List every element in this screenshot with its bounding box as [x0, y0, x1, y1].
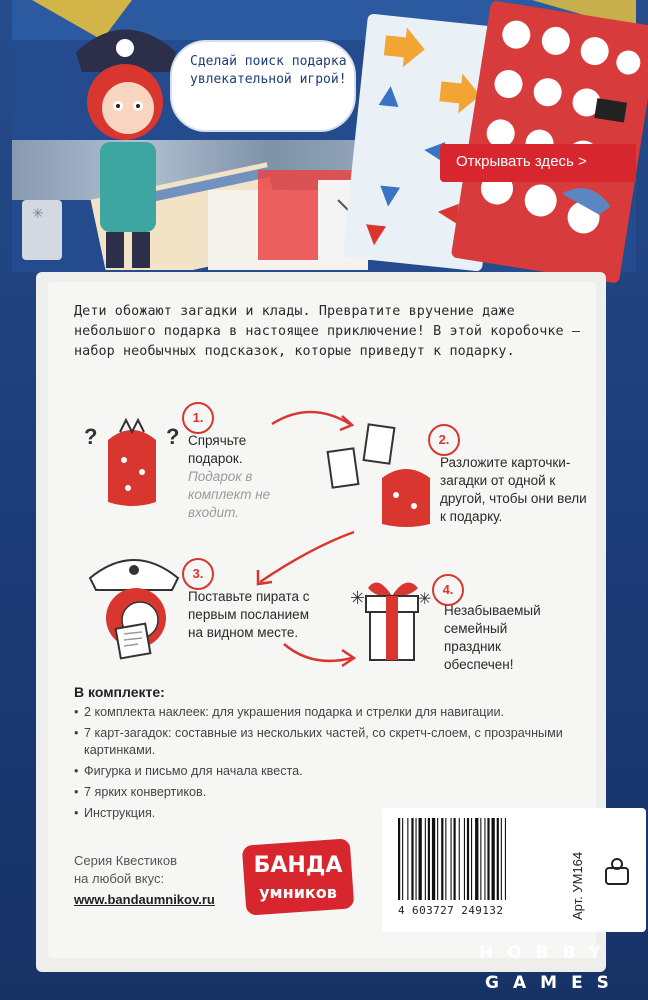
- step-2-text: Разложите карточки-загадки от одной к другой, чтобы они вели к подарку.: [440, 455, 587, 524]
- step-2-number: 2.: [428, 424, 460, 456]
- kit-item: • 7 ярких конвертиков.: [74, 784, 574, 801]
- watermark-line-2: GAMES: [485, 973, 623, 993]
- series-line-2: на любой вкус:: [74, 871, 165, 886]
- gift-illustration: [84, 410, 180, 510]
- step-1-text: [188, 432, 288, 522]
- kit-item: • Фигурка и письмо для начала квеста.: [74, 763, 574, 780]
- step-1-number: 1.: [182, 402, 214, 434]
- barcode-digits: 4 603727 249132: [398, 904, 504, 917]
- arrow-2-to-3-icon: [250, 528, 360, 588]
- hobby-games-watermark: [452, 930, 642, 998]
- website-link[interactable]: www.bandaumnikov.ru: [74, 892, 215, 907]
- step-4-number: 4.: [432, 574, 464, 606]
- watermark-line-1: HOBBY: [479, 943, 615, 963]
- safety-icon: [602, 856, 632, 886]
- open-here-label: Открывать здесь >: [456, 153, 587, 170]
- step-3-number: 3.: [182, 558, 214, 590]
- svg-text:?: ?: [84, 424, 98, 449]
- kit-item: • 2 комплекта наклеек: для украшения подарка и стрелки для навигации.: [74, 704, 574, 721]
- logo-line-2: умников: [259, 883, 337, 902]
- intro-text: Дети обожают загадки и клады. Превратите вручение даже небольшого подарка в настоящее приключение! В этой коробочке — набор необычных подсказок, которые приведут к подарку.: [74, 304, 581, 359]
- barcode-image: [396, 816, 546, 902]
- kit-item: • Инструкция.: [74, 805, 574, 822]
- svg-text:?: ?: [166, 424, 180, 449]
- svg-text:✳: ✳: [32, 205, 44, 221]
- step-1-note: Подарок в комплект не входит.: [188, 469, 271, 520]
- present-illustration: [348, 566, 438, 666]
- kit-item: • 7 карт-загадок: составные из нескольких частей, со скретч-слоем, с прозрачными картинками.: [74, 725, 574, 759]
- cards-and-gift-illustration: [326, 420, 436, 530]
- series-line-1: Серия Квестиков: [74, 853, 178, 868]
- step-1-main: Спрячьте подарок.: [188, 433, 247, 466]
- pirate-figure: [66, 12, 184, 270]
- logo-line-1: БАНДА: [253, 853, 343, 878]
- pirate-with-letter-illustration: [84, 548, 184, 660]
- speech-bubble-text: Сделай поиск подарка увлекательной игрой!: [190, 54, 347, 87]
- banda-umnikov-logo: [240, 836, 356, 916]
- svg-text:✳: ✳: [350, 588, 366, 608]
- svg-text:✳: ✳: [418, 591, 432, 608]
- step-4-text: Незабываемый семейный праздник обеспечен!: [444, 603, 541, 672]
- kit-title: В комплекте:: [74, 684, 165, 700]
- step-3-text: Поставьте пирата с первым посланием на видном месте.: [188, 589, 310, 640]
- article-number: Арт. УМ164: [570, 851, 585, 920]
- series-text: [74, 852, 177, 888]
